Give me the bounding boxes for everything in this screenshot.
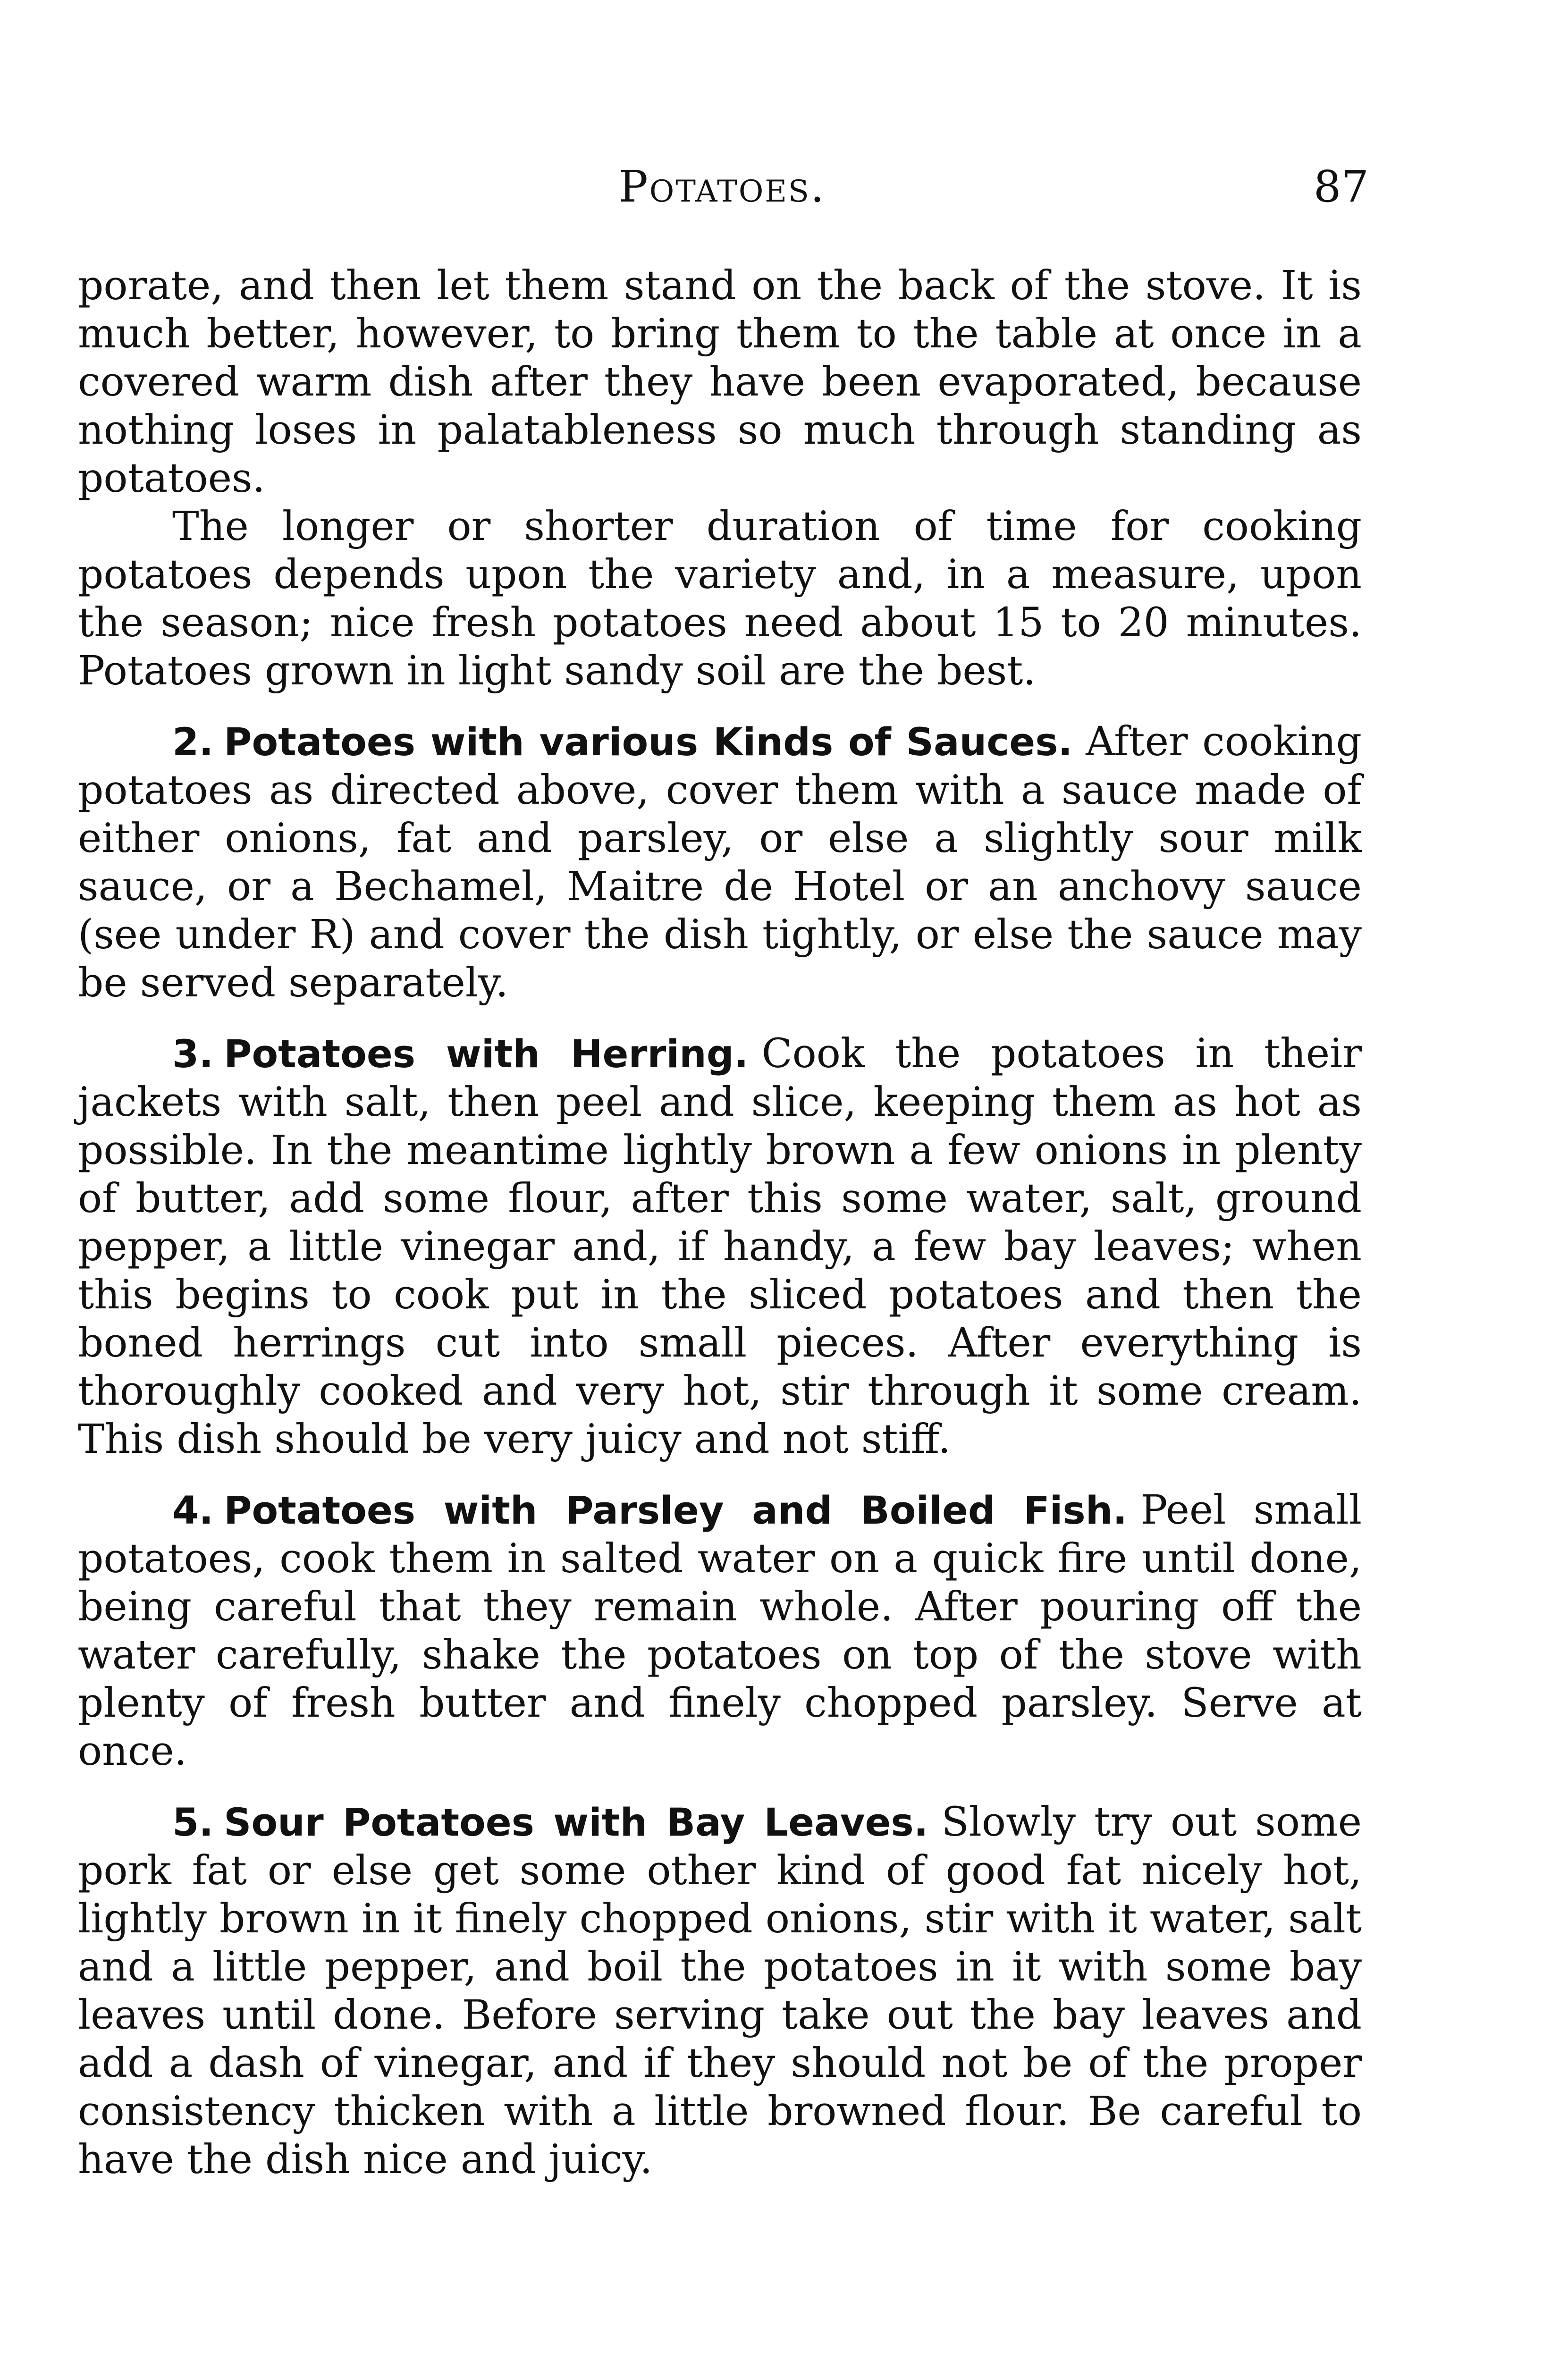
- recipe-5: [78, 1798, 1362, 2184]
- running-title: Potatoes.: [618, 161, 826, 212]
- paragraph-cooking-time: The longer or shorter duration of time for cooking potatoes depends upon the variety and, in a measure, upon the season; nice fresh potatoes need about 15 to 20 minutes. Potatoes grown in light sandy soil are the best.: [78, 503, 1362, 694]
- recipe-text: After cooking potatoes as directed above, cover them with a sauce made of either onions, fat and parsley, or else a slightly sour milk sauce, or a Bechamel, Maitre de Hotel or an anchovy sauce (see under R) and cover the dish tightly, or else the sauce may be served separately.: [78, 718, 1362, 1006]
- recipe-number: 5.: [172, 1801, 214, 1845]
- recipe-title: Potatoes with Herring.: [224, 1032, 749, 1077]
- recipe-number: 4.: [172, 1489, 214, 1533]
- recipe-text: Peel small potatoes, cook them in salted water on a quick fire until done, being careful that they remain whole. After pouring off the water carefully, shake the potatoes on top of the stove with plenty of fresh butter and finely chopped parsley. Serve at once.: [78, 1487, 1362, 1775]
- recipe-text: Slowly try out some pork fat or else get some other kind of good fat nicely hot, lightly brown in it finely chopped onions, stir with it water, salt and a little pepper, and boil the potatoes in it with some bay leaves until done. Before serving take out the bay leaves and add a dash of vinegar, and if they should not be of the proper consistency thicken with a little browned flour. Be careful to have the dish nice and juicy.: [78, 1799, 1362, 2183]
- recipe-title: Potatoes with Parsley and Boiled Fish.: [224, 1489, 1128, 1533]
- recipe-number: 3.: [172, 1032, 214, 1077]
- recipe-2: [78, 718, 1362, 1007]
- recipe-title: Sour Potatoes with Bay Leaves.: [224, 1801, 928, 1845]
- paragraph-continued: porate, and then let them stand on the back of the stove. It is much better, however, to bring them to the table at once in a covered warm dish after they have been evaporated, because nothing loses in palatableness so much through standing as potatoes.: [78, 262, 1362, 502]
- recipe-3: [78, 1030, 1362, 1464]
- recipe-text: Cook the potatoes in their jackets with salt, then peel and slice, keeping them as hot as possible. In the meantime lightly brown a few onions in plenty of butter, add some flour, after this some water, salt, ground pepper, a little vinegar and, if handy, a few bay leaves; when this begins to cook put in the sliced potatoes and then the boned herrings cut into small pieces. After everything is thoroughly cooked and very hot, stir through it some cream. This dish should be very juicy and not stiff.: [78, 1030, 1362, 1463]
- running-header: [76, 161, 1369, 236]
- recipe-4: [78, 1486, 1362, 1776]
- recipe-number: 2.: [172, 720, 214, 765]
- recipe-title: Potatoes with various Kinds of Sauces.: [224, 720, 1073, 765]
- body-text: [78, 262, 1362, 2184]
- page-number: 87: [1313, 161, 1369, 212]
